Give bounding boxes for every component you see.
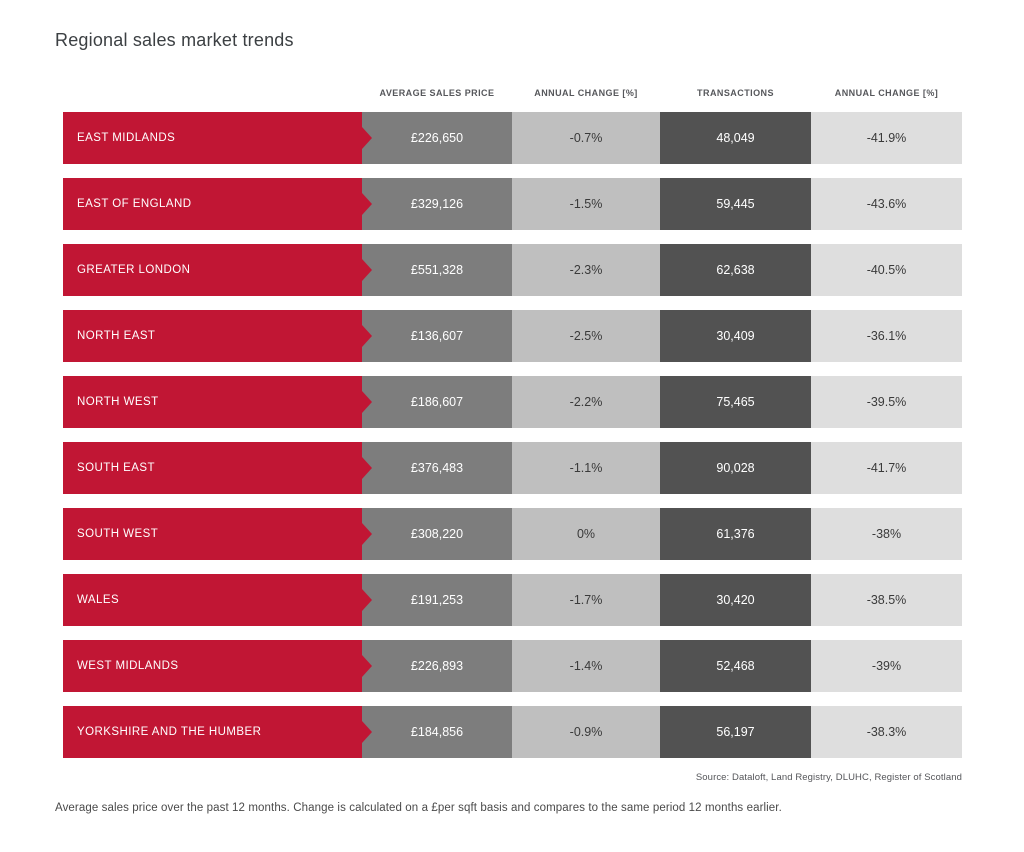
transactions-annual-change-value: -43.6% [811,178,962,230]
regional-trends-table [63,86,962,783]
table-row [63,442,962,494]
region-label: SOUTH WEST [63,508,362,560]
table-row [63,376,962,428]
average-sales-price-value: £186,607 [362,376,512,428]
transactions-value: 30,409 [660,310,811,362]
transactions-annual-change-value: -38.5% [811,574,962,626]
price-annual-change-value: -0.9% [512,706,660,758]
average-sales-price-value: £136,607 [362,310,512,362]
table-row [63,508,962,560]
table-row [63,244,962,296]
region-label: YORKSHIRE AND THE HUMBER [63,706,362,758]
price-annual-change-value: -2.2% [512,376,660,428]
table-row [63,640,962,692]
region-label: NORTH WEST [63,376,362,428]
transactions-value: 62,638 [660,244,811,296]
column-header-annual-change-price: ANNUAL CHANGE [%] [534,88,638,98]
transactions-value: 59,445 [660,178,811,230]
transactions-value: 52,468 [660,640,811,692]
table-header-row [63,86,962,100]
region-label: NORTH EAST [63,310,362,362]
average-sales-price-value: £329,126 [362,178,512,230]
region-label: SOUTH EAST [63,442,362,494]
price-annual-change-value: -2.5% [512,310,660,362]
column-header-average-sales-price: AVERAGE SALES PRICE [379,88,495,98]
transactions-annual-change-value: -38.3% [811,706,962,758]
region-label: EAST MIDLANDS [63,112,362,164]
average-sales-price-value: £226,893 [362,640,512,692]
table-row [63,112,962,164]
transactions-value: 48,049 [660,112,811,164]
transactions-value: 75,465 [660,376,811,428]
table-row [63,178,962,230]
average-sales-price-value: £376,483 [362,442,512,494]
price-annual-change-value: -0.7% [512,112,660,164]
table-row [63,706,962,758]
transactions-annual-change-value: -39% [811,640,962,692]
transactions-value: 61,376 [660,508,811,560]
average-sales-price-value: £551,328 [362,244,512,296]
transactions-annual-change-value: -40.5% [811,244,962,296]
region-label: GREATER LONDON [63,244,362,296]
transactions-annual-change-value: -38% [811,508,962,560]
price-annual-change-value: -2.3% [512,244,660,296]
footnote: Average sales price over the past 12 months. Change is calculated on a £per sqft basis and compares to the same period 12 months earlier. [55,802,782,814]
table-row [63,310,962,362]
average-sales-price-value: £308,220 [362,508,512,560]
average-sales-price-value: £226,650 [362,112,512,164]
price-annual-change-value: -1.7% [512,574,660,626]
average-sales-price-value: £184,856 [362,706,512,758]
price-annual-change-value: 0% [512,508,660,560]
page-title: Regional sales market trends [55,30,294,50]
column-header-transactions: TRANSACTIONS [697,88,774,98]
transactions-value: 56,197 [660,706,811,758]
table-body [63,112,962,758]
price-annual-change-value: -1.1% [512,442,660,494]
table-row [63,574,962,626]
price-annual-change-value: -1.4% [512,640,660,692]
average-sales-price-value: £191,253 [362,574,512,626]
region-label: WEST MIDLANDS [63,640,362,692]
transactions-value: 30,420 [660,574,811,626]
transactions-value: 90,028 [660,442,811,494]
column-header-annual-change-transactions: ANNUAL CHANGE [%] [834,88,939,98]
price-annual-change-value: -1.5% [512,178,660,230]
transactions-annual-change-value: -36.1% [811,310,962,362]
transactions-annual-change-value: -39.5% [811,376,962,428]
source-note: Source: Dataloft, Land Registry, DLUHC, Register of Scotland [695,772,962,783]
region-label: EAST OF ENGLAND [63,178,362,230]
region-label: WALES [63,574,362,626]
transactions-annual-change-value: -41.7% [811,442,962,494]
transactions-annual-change-value: -41.9% [811,112,962,164]
